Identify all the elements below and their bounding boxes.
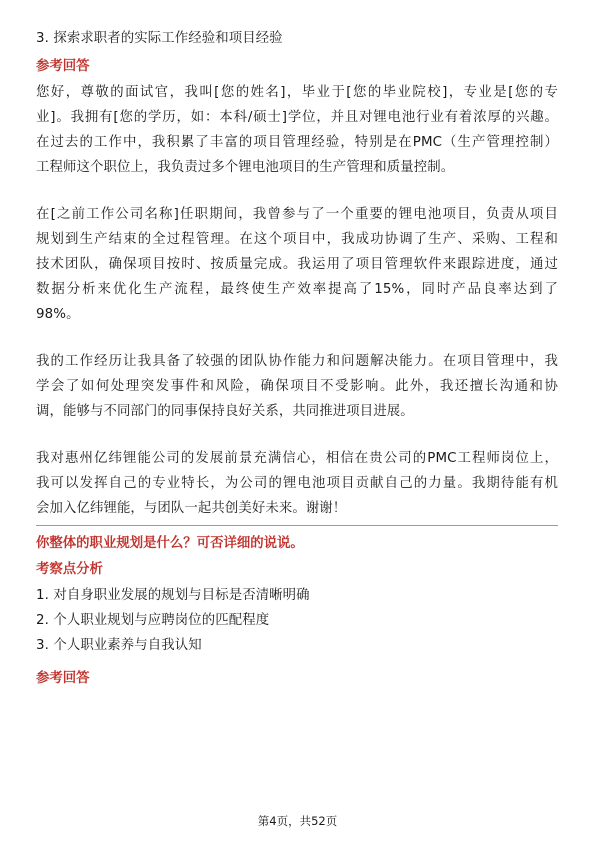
answer-line: 我可以发挥自己的专业特长，为公司的锂电池项目贡献自己的力量。我期待能有机 <box>36 476 558 491</box>
answer-line: 会加入亿纬锂能，与团队一起共创美好未来。谢谢！ <box>36 501 347 516</box>
answer-line: 在[之前工作公司名称]任职期间，我曾参与了一个重要的锂电池项目，负责从项目 <box>36 207 558 222</box>
answer-line: 您好，尊敬的面试官，我叫[您的姓名]，毕业于[您的毕业院校]，专业是[您的专 <box>36 85 558 100</box>
answer-line: 业]。我拥有[您的学历，如：本科/硕士]学位，并且对锂电池行业有着浓厚的兴趣。 <box>36 110 558 125</box>
page-content <box>36 26 558 692</box>
answer-line: 在过去的工作中，我积累了丰富的项目管理经验，特别是在PMC（生产管理控制） <box>36 135 558 150</box>
analysis-item: 1. 对自身职业发展的规划与目标是否清晰明确 <box>36 588 310 603</box>
answer-paragraph-3 <box>36 349 558 424</box>
analysis-label: 考察点分析 <box>36 562 103 577</box>
answer-line: 数据分析来优化生产流程，最终使生产效率提高了15%，同时产品良率达到了 <box>36 282 558 297</box>
answer-paragraph-4 <box>36 446 558 521</box>
answer-line: 我的工作经历让我具备了较强的团队协作能力和问题解决能力。在项目管理中，我 <box>36 354 558 369</box>
answer-line: 98%。 <box>36 307 80 322</box>
answer-paragraph-1 <box>36 80 558 180</box>
section-divider <box>36 525 558 526</box>
answer-line: 工程师这个职位上，我负责过多个锂电池项目的生产管理和质量控制。 <box>36 160 455 175</box>
answer-line: 规划到生产结束的全过程管理。在这个项目中，我成功协调了生产、采购、工程和 <box>36 232 558 247</box>
answer-paragraph-2 <box>36 202 558 327</box>
answer-line: 调，能够与不同部门的同事保持良好关系，共同推进项目进展。 <box>36 404 414 419</box>
answer-line: 我对惠州亿纬锂能公司的发展前景充满信心，相信在贵公司的PMC工程师岗位上， <box>36 451 558 466</box>
analysis-item: 3. 个人职业素养与自我认知 <box>36 638 202 653</box>
reference-answer-label: 参考回答 <box>36 59 90 74</box>
reference-answer-label-2: 参考回答 <box>36 671 90 686</box>
analysis-list <box>36 583 558 658</box>
page-number-footer: 第4页，共52页 <box>257 814 338 828</box>
answer-line: 学会了如何处理突发事件和风险，确保项目不受影响。此外，我还擅长沟通和协 <box>36 379 558 394</box>
previous-question-item: 3. 探索求职者的实际工作经验和项目经验 <box>36 31 283 46</box>
answer-line: 技术团队，确保项目按时、按质量完成。我运用了项目管理软件来跟踪进度，通过 <box>36 257 558 272</box>
analysis-item: 2. 个人职业规划与应聘岗位的匹配程度 <box>36 613 270 628</box>
question-heading: 你整体的职业规划是什么？可否详细的说说。 <box>36 536 304 551</box>
